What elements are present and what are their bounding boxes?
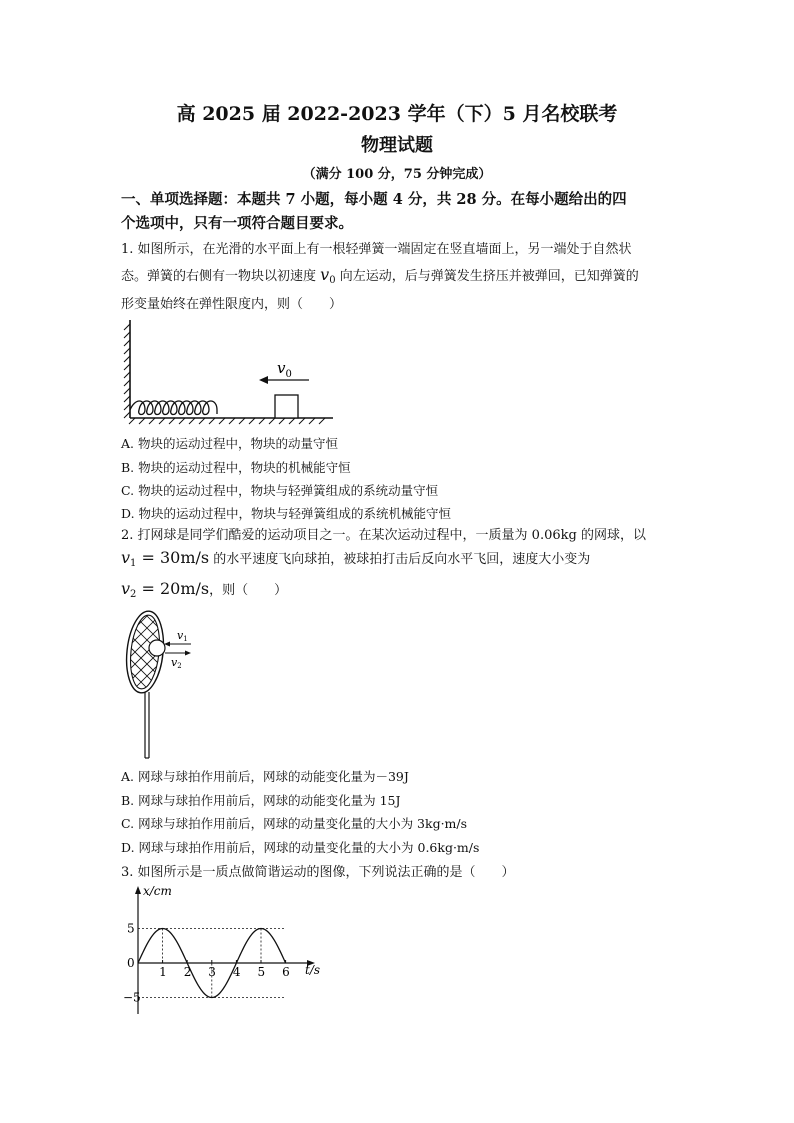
q2-line3 [121,579,287,600]
q2-option-b[interactable]: B. 网球与球拍作用前后，网球的动能变化量为 15J [121,793,401,808]
y-tick-label: −5 [123,990,141,1005]
tennis-ball [149,640,165,656]
q2-v2: $v_2 = 20m/s$ [121,579,210,600]
shm-chart [115,882,345,1024]
q2-option-c[interactable]: C. 网球与球拍作用前后，网球的动量变化量的大小为 3kg·m/s [121,816,468,831]
q1-line2 [121,265,639,286]
q2-option-a[interactable]: A. 网球与球拍作用前后，网球的动能变化量为－39J [121,769,409,784]
spring [130,401,217,415]
q1-line2-a: 态。弹簧的右侧有一物块以初速度 [121,269,321,284]
q1-option-d[interactable]: D. 物块的运动过程中，物块与轻弹簧组成的系统机械能守恒 [121,506,452,521]
q3-line1: 3. 如图所示是一质点做简谐运动的图像，下列说法正确的是（ ） [121,865,515,880]
y-tick-label: 0 [127,956,135,970]
q2-line2-b: 的水平速度飞向球拍，被球拍打击后反向水平飞回，速度大小变为 [209,552,591,567]
v1-label: v1 [177,629,188,643]
x-tick-label: 6 [282,965,290,979]
q2-option-d[interactable]: D. 网球与球拍作用前后，网球的动量变化量的大小为 0.6kg·m/s [121,840,480,855]
q2-v1: $v_1 = 30m/s$ [121,548,210,569]
exam-note: （满分 100 分，75 分钟完成） [302,167,492,182]
floor-hatch [129,418,325,424]
q1-option-c[interactable]: C. 物块的运动过程中，物块与轻弹簧组成的系统动量守恒 [121,483,439,498]
q2-figure [121,606,211,766]
section1-line1: 一、单项选择题：本题共 7 小题，每小题 4 分，共 28 分。在每小题给出的四 [121,191,627,208]
velocity-label: $v_0$ [277,359,292,380]
y-axis-arrowhead [135,886,141,894]
q1-figure [121,318,341,428]
q1-line3: 形变量始终在弹性限度内，则（ ） [121,297,343,312]
exam-subject: 物理试题 [361,135,433,156]
velocity-arrowhead [259,376,268,384]
q1-option-b[interactable]: B. 物块的运动过程中，物块的机械能守恒 [121,460,351,475]
wall-hatch [124,324,130,418]
x-tick-label: 3 [208,965,216,979]
exam-title: 高 2025 届 2022-2023 学年（下）5 月名校联考 [176,103,618,125]
x-tick-label: 4 [232,965,241,979]
q1-option-a[interactable]: A. 物块的运动过程中，物块的动量守恒 [121,436,338,451]
q1-v0: $v_0$ [320,265,336,286]
x-tick-label: 1 [159,965,167,979]
y-tick-label: 5 [127,921,135,936]
q2-line3-b: ，则（ ） [209,583,288,598]
v2-arrowhead [185,651,191,656]
y-axis-label: x/cm [143,884,172,898]
v2-label: v2 [171,656,182,670]
q1-line1: 1. 如图所示，在光滑的水平面上有一根轻弹簧一端固定在竖直墙面上，另一端处于自然状 [121,242,632,257]
block [275,395,298,418]
q1-line2-b: 向左运动，后与弹簧发生挤压并被弹回，已知弹簧的 [335,269,639,284]
x-tick-label: 5 [257,965,266,979]
q2-line2 [121,548,590,569]
x-tick-label: 2 [183,965,192,979]
section1-line2: 个选项中，只有一项符合题目要求。 [121,215,353,232]
x-axis-label: t/s [305,963,321,977]
q2-line1: 2. 打网球是同学们酷爱的运动项目之一。在某次运动过程中，一质量为 0.06kg 的网球，以 [121,528,646,543]
